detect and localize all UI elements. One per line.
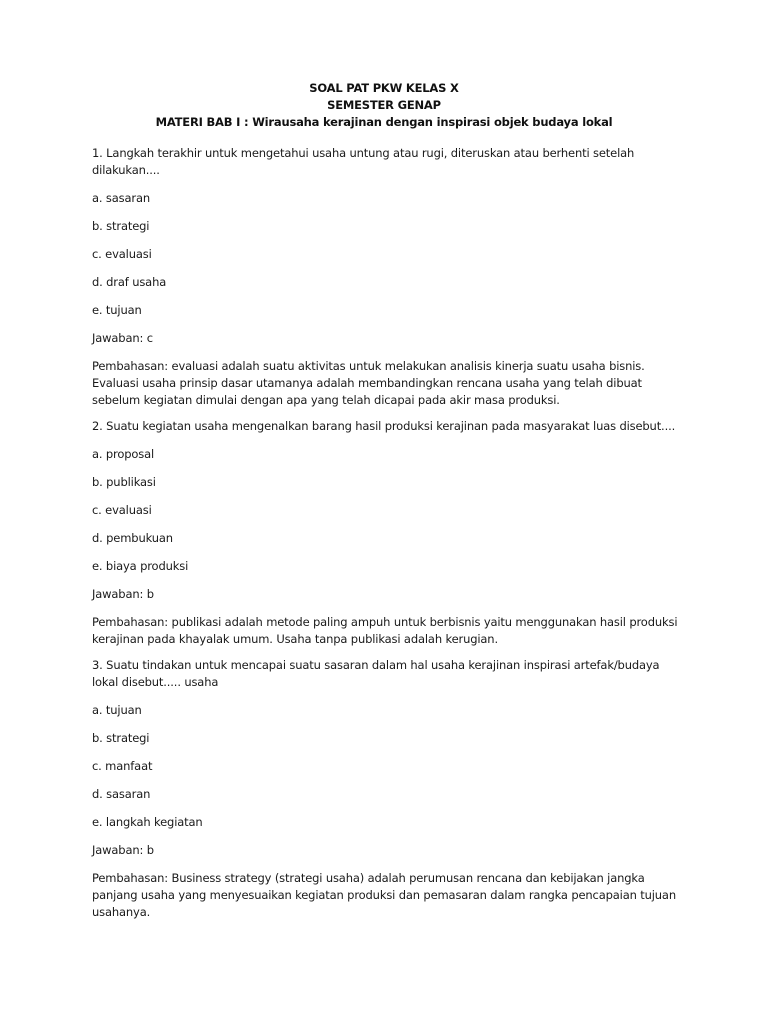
answer-key: Jawaban: b [92,587,154,601]
option-a: a. tujuan [92,703,142,717]
question-block-3 [92,657,682,921]
option-d: d. sasaran [92,787,151,801]
document-header [0,80,768,131]
question-text: 3. Suatu tindakan untuk mencapai suatu sasaran dalam hal usaha kerajinan inspirasi artefak/budaya lokal disebut..... usaha [92,658,660,689]
option-b: b. publikasi [92,475,156,489]
question-block-1 [92,145,682,409]
document-topic: MATERI BAB I : Wirausaha kerajinan dengan inspirasi objek budaya lokal [155,115,613,129]
answer-key: Jawaban: b [92,843,154,857]
option-d: d. pembukuan [92,531,173,545]
option-c: c. manfaat [92,759,153,773]
option-c: c. evaluasi [92,503,152,517]
option-b: b. strategi [92,731,150,745]
option-e: e. tujuan [92,303,142,317]
answer-key: Jawaban: c [92,331,153,345]
option-a: a. sasaran [92,191,150,205]
option-c: c. evaluasi [92,247,152,261]
option-a: a. proposal [92,447,155,461]
option-d: d. draf usaha [92,275,167,289]
question-text: 2. Suatu kegiatan usaha mengenalkan barang hasil produksi kerajinan pada masyarakat luas disebut.... [92,419,676,433]
question-text: 1. Langkah terakhir untuk mengetahui usaha untung atau rugi, diteruskan atau berhenti setelah dilakukan.... [92,146,635,177]
option-e: e. langkah kegiatan [92,815,203,829]
explanation-text: Pembahasan: Business strategy (strategi usaha) adalah perumusan rencana dan kebijakan jangka panjang usaha yang menyesuaikan kegiatan produksi dan pemasaran dalam rangka pencapaian tujuan usahanya. [92,871,676,919]
document-subtitle: SEMESTER GENAP [327,98,441,112]
question-block-2 [92,418,682,648]
questions-body [92,145,682,930]
option-b: b. strategi [92,219,150,233]
document-title: SOAL PAT PKW KELAS X [309,81,459,95]
option-e: e. biaya produksi [92,559,189,573]
explanation-text: Pembahasan: publikasi adalah metode paling ampuh untuk berbisnis yaitu menggunakan hasil produksi kerajinan pada khayalak umum. Usaha tanpa publikasi adalah kerugian. [92,615,678,646]
explanation-text: Pembahasan: evaluasi adalah suatu aktivitas untuk melakukan analisis kinerja suatu usaha bisnis. Evaluasi usaha prinsip dasar utamanya adalah membandingkan rencana usaha yang telah dibuat sebelum kegiatan dimulai dengan apa yang telah dicapai pada akir masa produksi. [92,359,645,407]
